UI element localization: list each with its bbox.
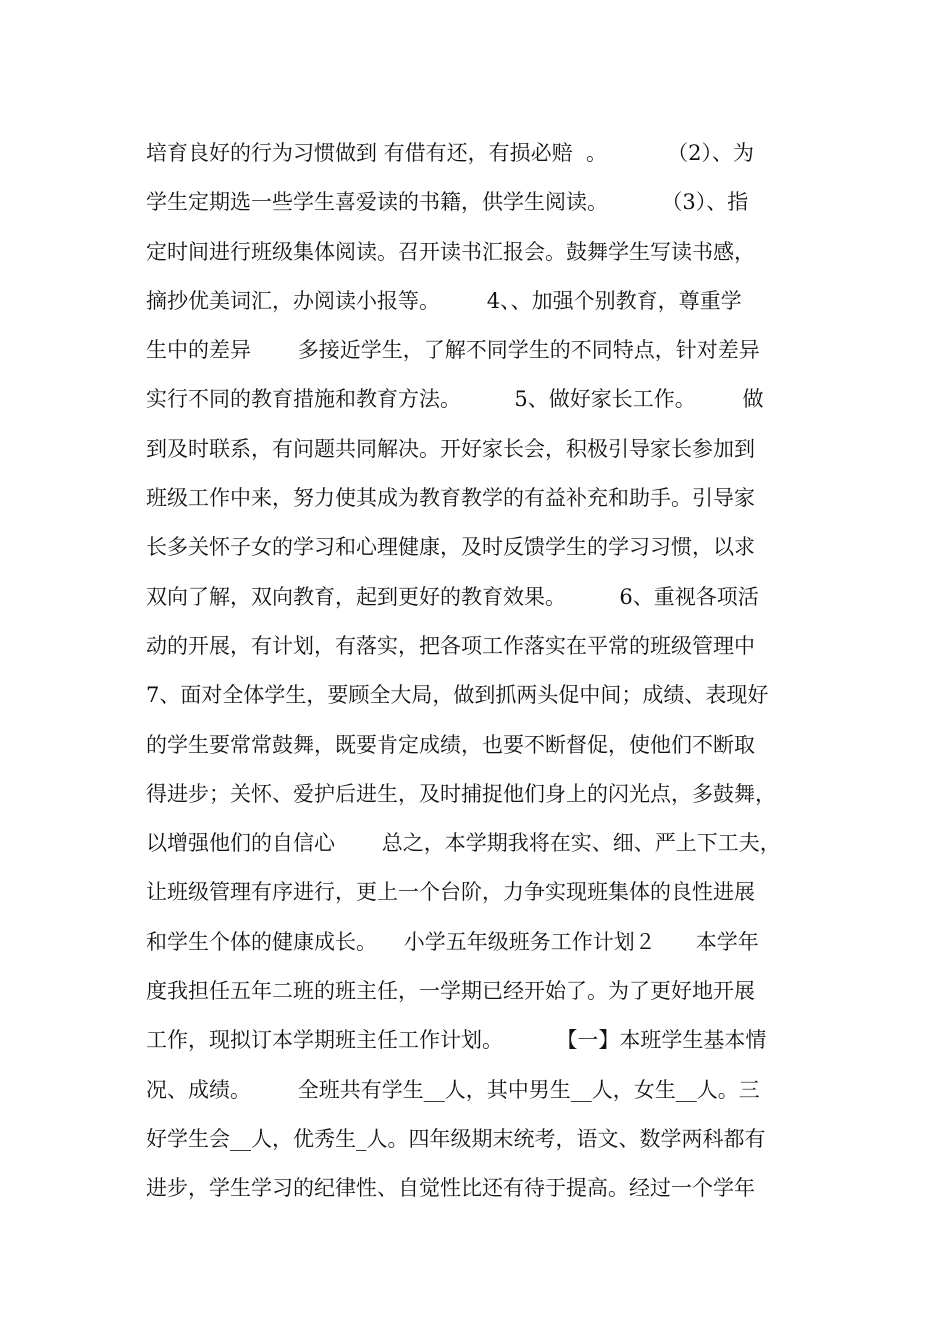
text-line: 动的开展，有计划，有落实，把各项工作落实在平常的班级管理中 xyxy=(146,633,755,658)
text-line: 长多关怀子女的学习和心理健康，及时反馈学生的学习习惯，以求 xyxy=(146,535,755,560)
text-line: 况、成绩。 全班共有学生__人，其中男生__人，女生__人。三 xyxy=(146,1077,760,1102)
text-line: 定时间进行班级集体阅读。召开读书汇报会。鼓舞学生写读书感， xyxy=(146,239,755,264)
text-line: 以增强他们的自信心 总之，本学期我将在实、细、严上下工夫， xyxy=(146,831,781,856)
text-line: 7、面对全体学生，要顾全大局，做到抓两头促中间；成绩、表现好 xyxy=(146,683,769,708)
text-line: 和学生个体的健康成长。 小学五年级班务工作计划２ 本学年 xyxy=(146,929,759,954)
text-line: 班级工作中来，努力使其成为教育教学的有益补充和助手。引导家 xyxy=(146,486,755,511)
text-line: 到及时联系，有问题共同解决。开好家长会，积极引导家长参加到 xyxy=(146,436,755,461)
text-line: 培育良好的行为习惯做到 有借有还，有损必赔 。 （2）、为 xyxy=(146,141,754,165)
text-line: 实行不同的教育措施和教育方法。 5、做好家长工作。 做 xyxy=(146,387,764,412)
text-line: 的学生要常常鼓舞，既要肯定成绩，也要不断督促，使他们不断取 xyxy=(146,732,755,757)
text-line: 生中的差异 多接近学生，了解不同学生的不同特点，针对差异 xyxy=(146,338,760,363)
text-line: 进步，学生学习的纪律性、自觉性比还有待于提高。经过一个学年 xyxy=(146,1176,755,1201)
text-line: 得进步；关怀、爱护后进生，及时捕捉他们身上的闪光点，多鼓舞， xyxy=(146,781,776,806)
text-line: 摘抄优美词汇，办阅读小报等。 4、、加强个别教育，尊重学 xyxy=(146,288,742,313)
body-text xyxy=(146,129,816,1214)
text-line: 工作，现拟订本学期班主任工作计划。 【一】本班学生基本情 xyxy=(146,1028,767,1053)
text-line: 让班级管理有序进行，更上一个台阶，力争实现班集体的良性进展 xyxy=(146,880,755,905)
text-line: 双向了解，双向教育，起到更好的教育效果。 6、重视各项活 xyxy=(146,584,759,609)
text-line: 学生定期选一些学生喜爱读的书籍，供学生阅读。 （3）、指 xyxy=(146,190,749,215)
text-line: 度我担任五年二班的班主任，一学期已经开始了。为了更好地开展 xyxy=(146,979,755,1004)
text-line: 好学生会__人，优秀生_人。四年级期末统考，语文、数学两科都有 xyxy=(146,1126,766,1151)
